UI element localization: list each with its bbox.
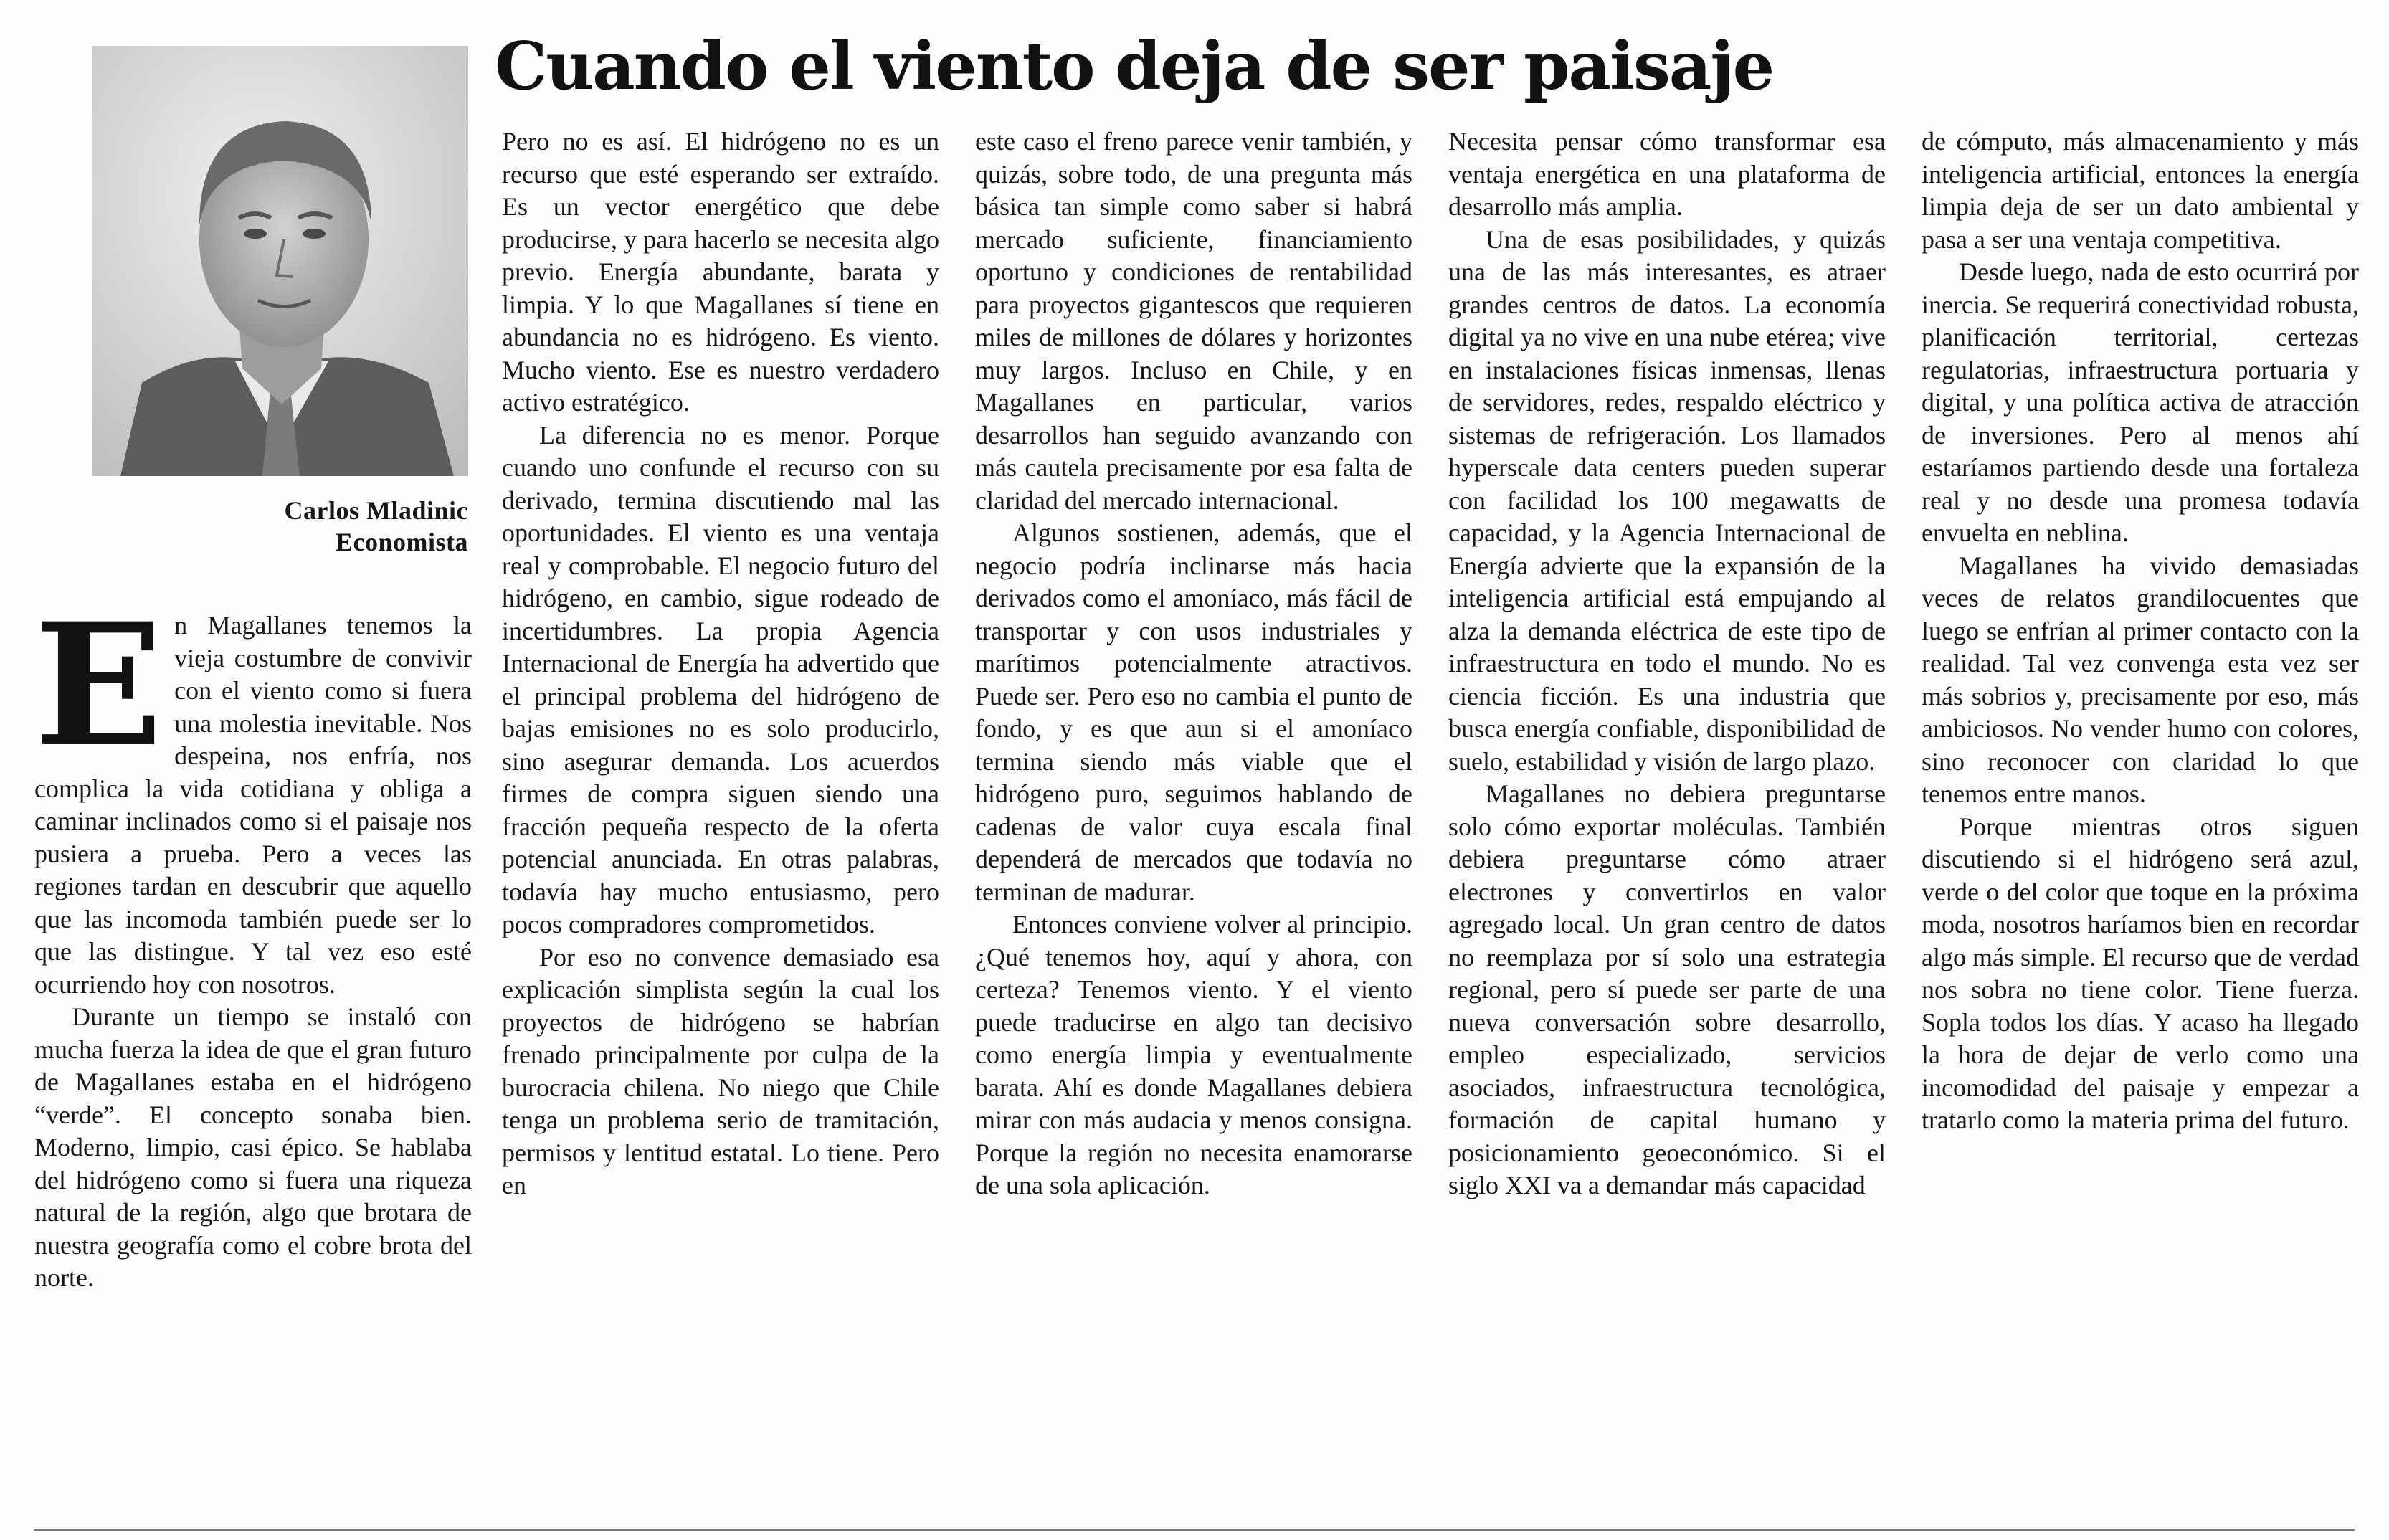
paragraph: de cómputo, más almacenamiento y más inteligencia artificial, entonces la energía limpia deja de ser un dato ambiental y pasa a ser una ventaja competitiva. — [1922, 127, 2359, 254]
paragraph: Entonces conviene volver al principio. ¿Qué tenemos hoy, aquí y ahora, con certeza? Tenemos viento. Y el viento puede traducirse en algo tan decisivo como energía limpia y eventualmente barata. Ahí es donde Magallanes debiera mirar con más audacia y menos consigna. Porque la región no necesita enamorarse de una sola aplicación. — [975, 910, 1412, 1199]
author-photo — [92, 46, 468, 476]
byline — [92, 495, 468, 558]
paragraph: Magallanes no debiera preguntarse solo cómo exportar moléculas. También debiera preguntarse cómo atraer electrones y convertirlos en valor agregado local. Un gran centro de datos no reemplaza por sí solo una estrategia regional, pero sí puede ser parte de una nueva conversación sobre desarrollo, empleo especializado, servicios asociados, infraestructura tecnológica, formación de capital humano y posicionamiento geoeconómico. Si el siglo XXI va a demandar más capacidad — [1448, 779, 1886, 1199]
paragraph: Porque mientras otros siguen discutiendo si el hidrógeno será azul, verde o del color que toque en la próxima moda, nosotros haríamos bien en recordar algo más simple. El recurso que de verdad nos sobra no tiene color. Tiene fuerza. Sopla todos los días. Y acaso ha llegado la hora de dejar de verlo como una incomodidad del paisaje y empezar a tratarlo como la materia prima del futuro. — [1922, 812, 2359, 1134]
paragraph: Magallanes ha vivido demasiadas veces de relatos grandilocuentes que luego se enfrían al primer contacto con la realidad. Tal vez convenga esta vez ser más sobrios y, precisamente por eso, más ambiciosos. No vender humo con colores, sino reconocer con claridad lo que tenemos entre manos. — [1922, 551, 2359, 808]
article-column-3 — [975, 125, 1412, 1202]
author-portrait-image — [92, 46, 468, 476]
drop-cap: E — [34, 586, 163, 784]
paragraph: La diferencia no es menor. Porque cuando uno confunde el recurso con su derivado, termina discutiendo mal las oportunidades. El viento es una ventaja real y comprobable. El negocio futuro del hidrógeno, en cambio, sigue rodeado de incertidumbres. La propia Agencia Internacional de Energía ha advertido que el principal problema del hidrógeno de bajas emisiones no es solo producirlo, sino asegurar demanda. Los acuerdos firmes de compra siguen siendo una fracción pequeña respecto de la oferta potencial anunciada. En otras palabras, todavía hay mucho entusiasmo, pero pocos compradores comprometidos. — [502, 420, 939, 938]
article-column-1 — [34, 586, 472, 1295]
article-column-2 — [502, 125, 939, 1202]
paragraph: Desde luego, nada de esto ocurrirá por inercia. Se requerirá conectividad robusta, planificación territorial, certezas regulatorias, infraestructura portuaria y digital, y una política activa de atracción de inversiones. Pero al menos ahí estaríamos partiendo desde una fortaleza real y no desde una promesa todavía envuelta en neblina. — [1922, 257, 2359, 547]
paragraph: Algunos sostienen, además, que el negocio podría inclinarse más hacia derivados como el amoníaco, más fácil de transportar y con usos industriales y marítimos potencialmente atractivos. Puede ser. Pero eso no cambia el punto de fondo, y es que aun si el amoníaco termina siendo más viable que el hidrógeno puro, seguimos hablando de cadenas de valor cuya escala final dependerá de mercados que todavía no terminan de madurar. — [975, 518, 1412, 906]
paragraph: Pero no es así. El hidrógeno no es un recurso que esté esperando ser extraído. Es un vector energético que debe producirse, y para hacerlo se necesita algo previo. Energía abundante, barata y limpia. Y lo que Magallanes sí tiene en abundancia no es hidrógeno. Es viento. Mucho viento. Ese es nuestro verdadero activo estratégico. — [502, 127, 939, 417]
paragraph — [34, 586, 472, 1001]
author-name: Carlos Mladinic — [284, 496, 468, 525]
bottom-rule — [34, 1529, 2355, 1531]
paragraph: Una de esas posibilidades, y quizás una de las más interesantes, es atraer grandes centros de datos. La economía digital ya no vive en una nube etérea; vive en instalaciones físicas inmensas, llenas de servidores, redes, respaldo eléctrico y sistemas de refrigeración. Los llamados hyperscale data centers pueden superar con facilidad los 100 megawatts de capacidad, y la Agencia Internacional de Energía advierte que la expansión de la inteligencia artificial está empujando al alza la demanda eléctrica de este tipo de infraestructura en todo el mundo. No es ciencia ficción. Es una industria que busca energía confiable, disponibilidad de suelo, estabilidad y visión de largo plazo. — [1448, 224, 1886, 776]
article-column-4 — [1448, 125, 1886, 1202]
paragraph-text: n Magallanes tenemos la vieja costumbre de convivir con el viento como si fuera una molestia inevitable. Nos despeina, nos enfría, nos complica la vida cotidiana y obliga a caminar inclinados como si el paisaje nos pusiera a prueba. Pero a veces las regiones tardan en descubrir que aquello que las incomoda también puede ser lo que las distingue. Y tal vez eso esté ocurriendo hoy con nosotros. — [34, 611, 472, 999]
paragraph: Por eso no convence demasiado esa explicación simplista según la cual los proyectos de hidrógeno se habrían frenado principalmente por culpa de la burocracia chilena. No niego que Chile tenga un problema serio de tramitación, permisos y lentitud estatal. Lo tiene. Pero en — [502, 942, 939, 1199]
author-role: Economista — [336, 528, 468, 556]
headline: Cuando el viento deja de ser paisaje — [495, 27, 1774, 105]
article-column-5 — [1922, 125, 2359, 1137]
paragraph: Durante un tiempo se instaló con mucha fuerza la idea de que el gran futuro de Magallanes estaba en el hidrógeno “verde”. El concepto sonaba bien. Moderno, limpio, casi épico. Se hablaba del hidrógeno como si fuera una riqueza natural de la región, algo que brotara de nuestra geografía como el cobre brota del norte. — [34, 1002, 472, 1292]
paragraph: este caso el freno parece venir también, y quizás, sobre todo, de una pregunta más básica tan simple como saber si habrá mercado suficiente, financiamiento oportuno y condiciones de rentabilidad para proyectos gigantescos que requieren miles de millones de dólares y horizontes muy largos. Incluso en Chile, y en Magallanes en particular, varios desarrollos han seguido avanzando con más cautela precisamente por esa falta de claridad del mercado internacional. — [975, 127, 1412, 515]
paragraph: Necesita pensar cómo transformar esa ventaja energética en una plataforma de desarrollo más amplia. — [1448, 127, 1886, 221]
